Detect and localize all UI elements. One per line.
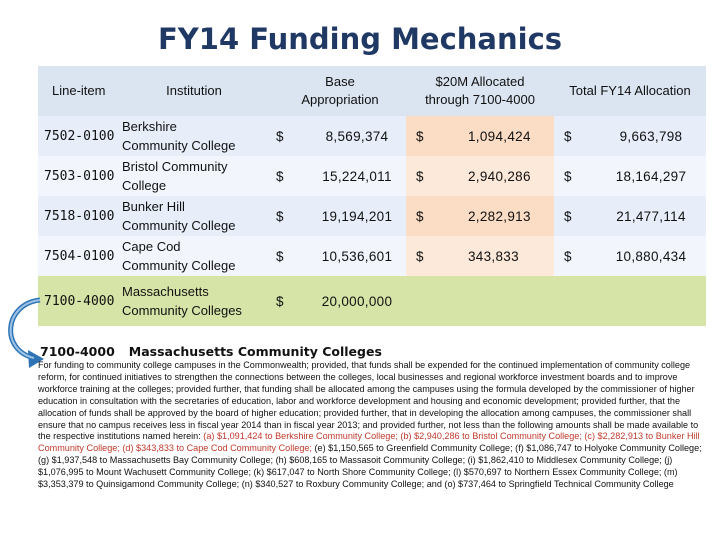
allocated-amount: $ 1,094,424 bbox=[406, 116, 554, 156]
base-appropriation: $ 10,536,601 bbox=[266, 236, 406, 276]
allocated-amount: $ 2,940,286 bbox=[406, 156, 554, 196]
total-empty bbox=[554, 276, 706, 326]
institution-name: Bristol Community College bbox=[122, 156, 266, 196]
total-allocation: $ 21,477,114 bbox=[554, 196, 706, 236]
header-base: Base Appropriation bbox=[266, 66, 406, 116]
highlighted-allocations: (a) $1,091,424 to Berkshire Community College; (b) $2,940,286 to Bristol Community College; (c) $2,282,913 to Bunker Hill Community College; (d) $343,833 to Cape Cod Community College; bbox=[38, 431, 700, 454]
line-item-code: 7518-0100 bbox=[38, 196, 122, 236]
institution-name: Bunker Hill Community College bbox=[122, 196, 266, 236]
header-allocated: $20M Allocated through 7100-4000 bbox=[406, 66, 554, 116]
base-appropriation: $ 20,000,000 bbox=[266, 276, 406, 326]
table-row bbox=[38, 116, 706, 156]
institution-name: Cape Cod Community College bbox=[122, 236, 266, 276]
table-row bbox=[38, 156, 706, 196]
header-total: Total FY14 Allocation bbox=[554, 66, 706, 116]
allocated-amount: $ 343,833 bbox=[406, 236, 554, 276]
line-item-code: 7502-0100 bbox=[38, 116, 122, 156]
institution-name: Berkshire Community College bbox=[122, 116, 266, 156]
allocated-amount: $ 2,282,913 bbox=[406, 196, 554, 236]
table-row bbox=[38, 196, 706, 236]
base-appropriation: $ 19,194,201 bbox=[266, 196, 406, 236]
total-allocation: $ 9,663,798 bbox=[554, 116, 706, 156]
table-row-mass-community-colleges bbox=[38, 276, 706, 326]
funding-table bbox=[38, 66, 706, 326]
total-allocation: $ 10,880,434 bbox=[554, 236, 706, 276]
header-institution: Institution bbox=[122, 66, 266, 116]
line-item-code: 7100-4000 bbox=[38, 276, 122, 326]
table-header-row bbox=[38, 66, 706, 116]
header-line-item: Line-item bbox=[38, 66, 122, 116]
line-item-code: 7503-0100 bbox=[38, 156, 122, 196]
base-appropriation: $ 8,569,374 bbox=[266, 116, 406, 156]
allocated-empty bbox=[406, 276, 554, 326]
table-row bbox=[38, 236, 706, 276]
funding-section-title: 7100-4000 Massachusetts Community Colleges bbox=[40, 344, 382, 359]
base-appropriation: $ 15,224,011 bbox=[266, 156, 406, 196]
line-item-code: 7504-0100 bbox=[38, 236, 122, 276]
institution-name: Massachusetts Community Colleges bbox=[122, 276, 266, 326]
page-title: FY14 Funding Mechanics bbox=[157, 22, 563, 56]
total-allocation: $ 18,164,297 bbox=[554, 156, 706, 196]
funding-description: For funding to community college campuses in the Commonwealth; provided, that funds shall be expended for the continued implementation of community college reform, for continued initiatives to strengthen the connections between the colleges, local businesses and regional workforce investment boards and to improve workforce training at the colleges; provided further, that funding shall be allocated among the campuses using the formula developed by the commissioner of higher education in consultation with the secretaries of education, labor and workforce development and housing and economic development; provided further, that the allocation of funds shall be approved by the board of higher education; provided further, that in developing the allocation among campuses, the commissioner shall ensure that no campus receives less in fiscal year 2014 than in fiscal year 2013; and provided further, not less than the following amounts shall be made available to the respective institutions named herein: (a) $1,091,424 to Berkshire Community College; (b) $2,940,286 to Bristol Community College; (c) $2,282,913 to Bunker Hill Community College; (d) $343,833 to Cape Cod Community College; (e) $1,150,565 to Greenfield Community College; (f) $1,086,747 to Holyoke Community College; (g) $1,937,548 to Massachusetts Bay Community College; (h) $608,165 to Massasoit Community College; (i) $1,862,410 to Middlesex Community College; (j) $1,076,995 to Mount Wachusett Community College; (k) $617,047 to North Shore Community College; (l) $570,697 to Northern Essex Community College; (m) $3,353,379 to Quinsigamond Community College; (n) $340,527 to Roxbury Community College; and (o) $737,464 to Springfield Technical Community College bbox=[38, 360, 702, 490]
